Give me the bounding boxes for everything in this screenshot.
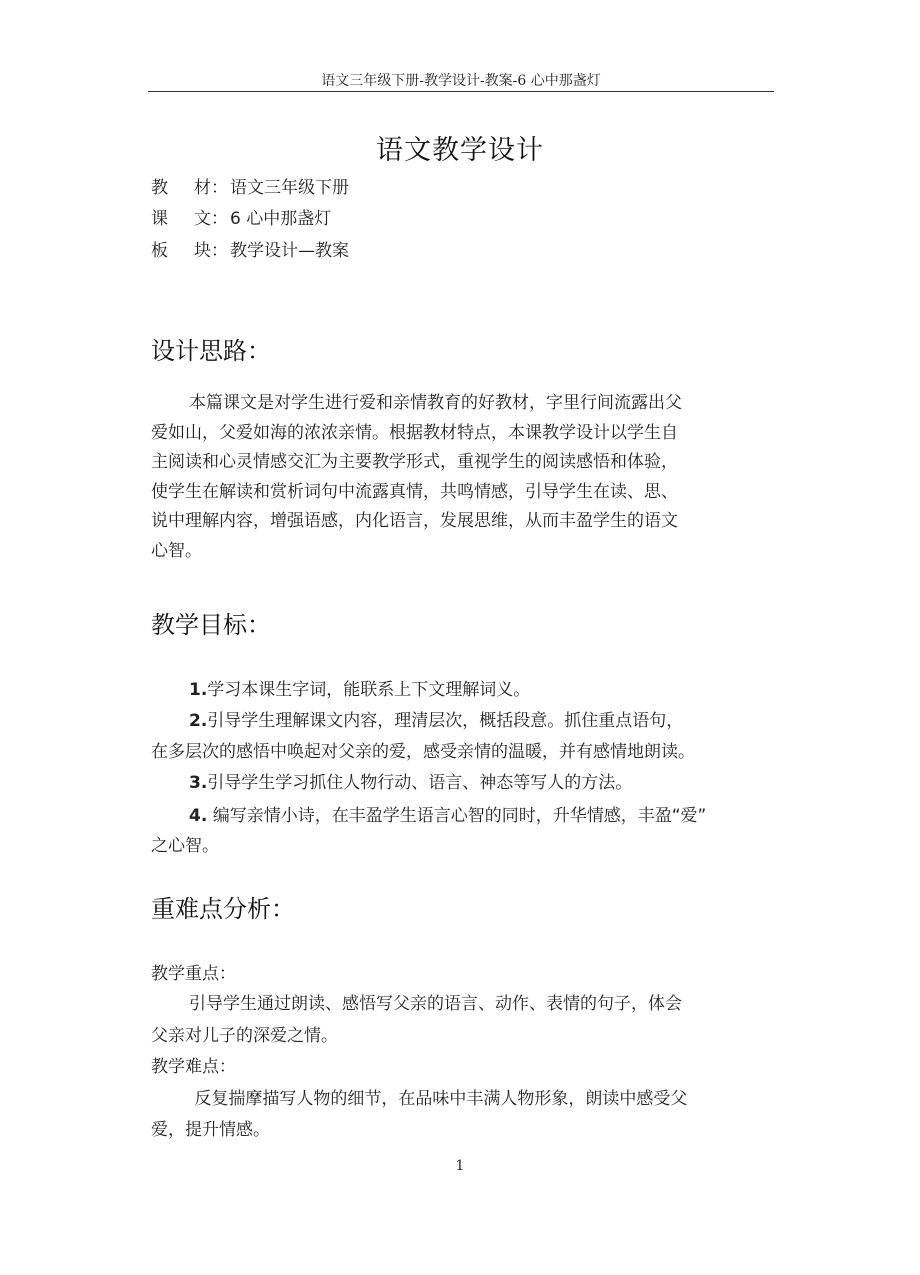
meta-label: 板 块	[151, 241, 211, 261]
objective-item-cont: 在多层次的感悟中唤起对父亲的爱，感受亲情的温暖，并有感情地朗读。	[151, 742, 695, 762]
objective-item: 4. 编写亲情小诗，在丰盈学生语言心智的同时，升华情感，丰盈“爱”	[189, 806, 707, 826]
meta-label: 教 材	[151, 178, 211, 198]
objective-item: 1.学习本课生字词，能联系上下文理解词义。	[189, 680, 531, 700]
section-heading-design-idea: 设计思路：	[151, 337, 271, 365]
meta-label: 课 文	[151, 209, 211, 229]
page-number: 1	[455, 1158, 465, 1174]
section-heading-objectives: 教学目标：	[151, 611, 271, 639]
header-divider	[148, 91, 774, 92]
objective-item: 3.引导学生学习抓住人物行动、语言、神态等写人的方法。	[189, 773, 633, 793]
key-point-label: 教学重点：	[151, 964, 236, 984]
document-title: 语文教学设计	[376, 135, 544, 166]
meta-row-textbook: 教 材： 语文三年级下册	[151, 173, 349, 198]
meta-value: 语文三年级下册	[230, 178, 349, 198]
objective-item: 2.引导学生理解课文内容，理清层次，概括段意。抓住重点语句，	[189, 711, 684, 731]
meta-row-module: 板 块： 教学设计—教案	[151, 236, 349, 261]
meta-value: 教学设计—教案	[230, 241, 349, 261]
difficulty-label: 教学难点：	[151, 1057, 236, 1077]
running-header-title: 语文三年级下册-教学设计-教案-6 心中那盏灯	[321, 73, 601, 89]
meta-value: 6 心中那盏灯	[230, 209, 332, 229]
meta-row-lesson: 课 文： 6 心中那盏灯	[151, 204, 331, 229]
objective-item-cont: 之心智。	[151, 836, 219, 856]
section-heading-analysis: 重难点分析：	[151, 895, 295, 923]
